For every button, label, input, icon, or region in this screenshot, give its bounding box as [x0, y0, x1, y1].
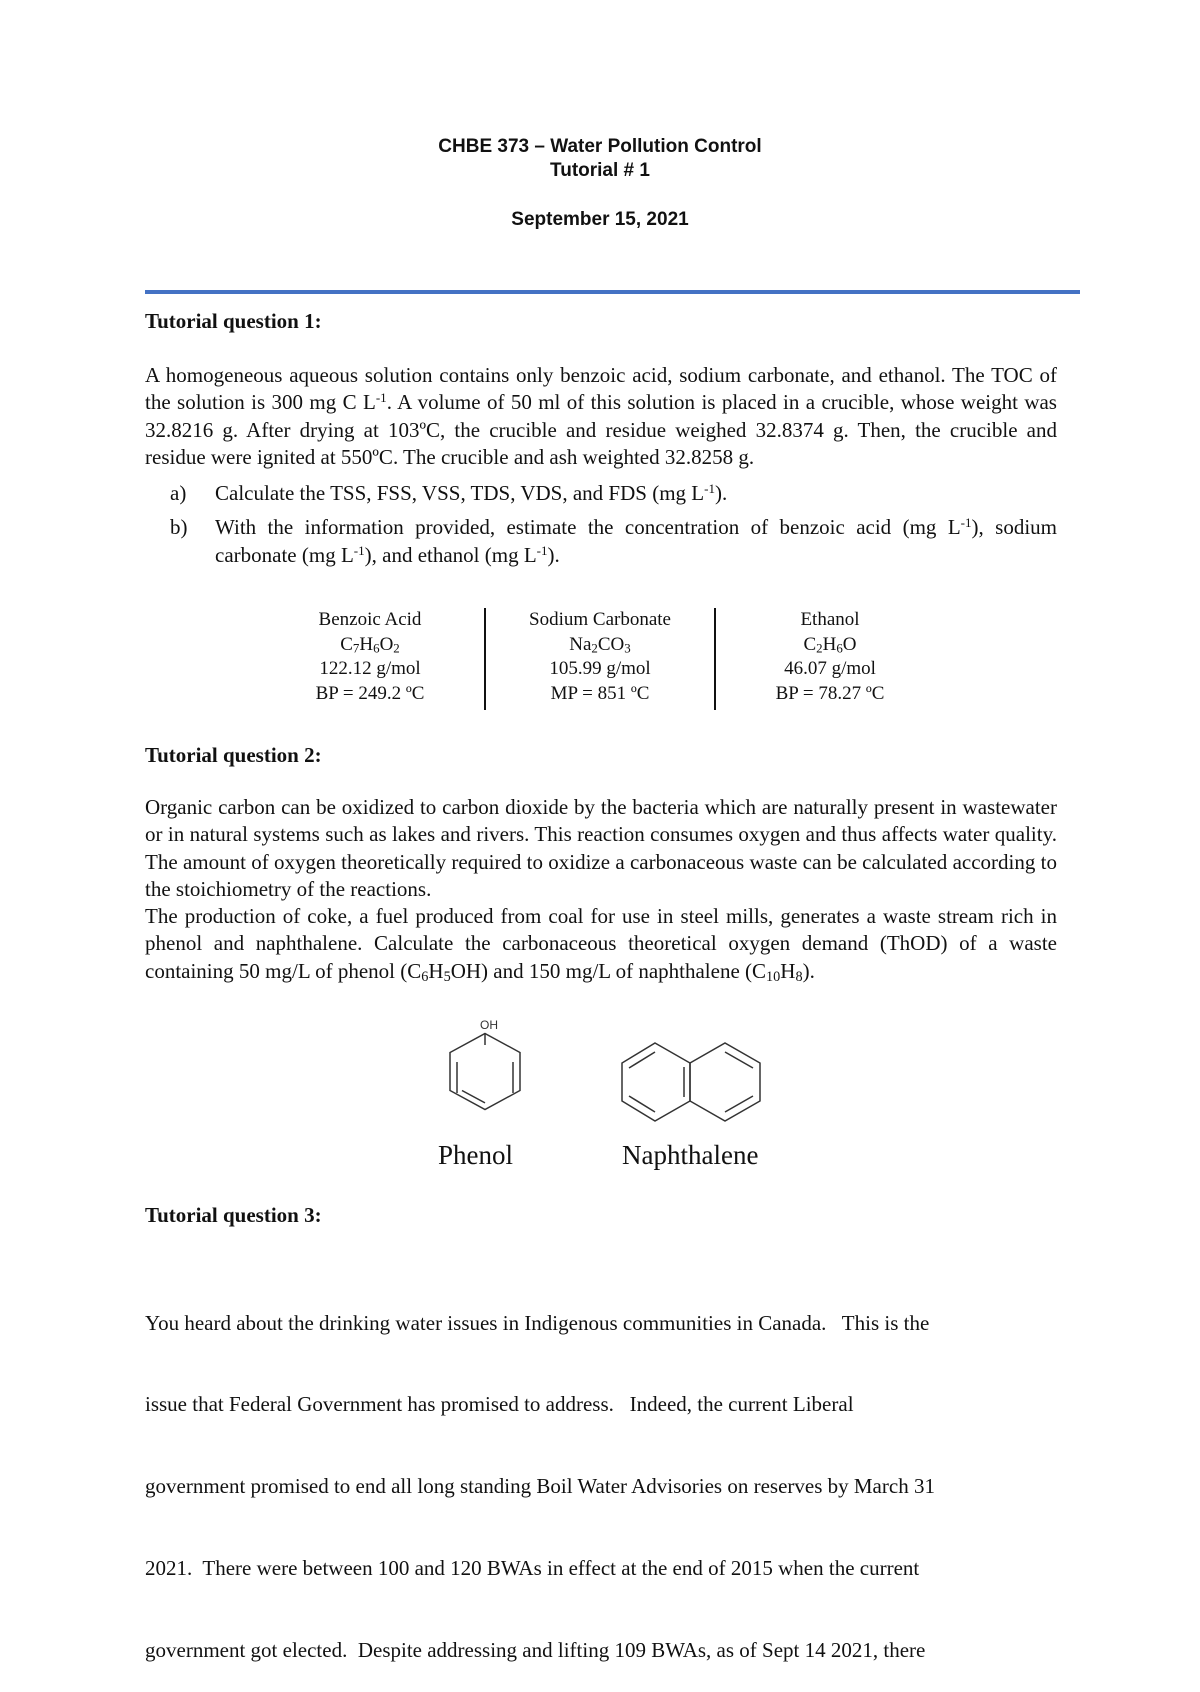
- compound-molar-mass: 122.12 g/mol: [319, 658, 421, 680]
- q2-paragraph-1: Organic carbon can be oxidized to carbon dioxide by the bacteria which are naturally present in wastewater or in natural systems such as lakes and rivers. This reaction consumes oxygen and thus affects water quality. The amount of oxygen theoretically required to oxidize a carbonaceous waste can be calculated according to the stoichiometry of the reactions.: [145, 795, 1057, 901]
- q2-paragraph-2: [145, 903, 1057, 985]
- compound-melting-point: MP = 851 ºC: [550, 683, 650, 705]
- compound-formula: [255, 633, 485, 658]
- phenol-label: Phenol: [438, 1140, 514, 1170]
- compound-col-ethanol: [715, 608, 945, 707]
- compound-boiling-point: BP = 249.2 ºC: [315, 683, 425, 705]
- q2-para2-sub1: 6: [421, 968, 429, 985]
- q3-title: Tutorial question 3:: [145, 1203, 322, 1227]
- q1-para-part1: A homogeneous aqueous solution contains only benzoic acid, sodium carbonate, and ethanol. The TOC of the solution is 300 mg C L: [145, 363, 1057, 415]
- q3-line: You heard about the drinking water issues in Indigenous communities in Canada. This is the: [145, 1310, 930, 1335]
- formula-subscript: 6: [373, 640, 380, 656]
- compound-formula: [715, 633, 945, 658]
- compound-molar-mass: 105.99 g/mol: [549, 658, 651, 680]
- q1-title: Tutorial question 1:: [145, 309, 322, 333]
- q2-para2-text3: OH) and 150 mg/L of naphthalene (C: [450, 958, 767, 983]
- q1-item-a-marker: a): [170, 481, 187, 505]
- q1-item-a: [170, 479, 1057, 507]
- phenol-structure: [435, 1015, 545, 1115]
- formula-text: Na: [569, 633, 592, 655]
- naphthalene-label: Naphthalene: [622, 1140, 759, 1170]
- q1-item-a-sup: -1: [704, 480, 715, 496]
- formula-text: O: [379, 633, 394, 655]
- formula-subscript: 6: [836, 640, 843, 656]
- q1-item-b-marker: b): [170, 515, 188, 539]
- formula-text: C: [340, 633, 353, 655]
- q2-title: Tutorial question 2:: [145, 743, 322, 767]
- q2-para2-text2: H: [428, 958, 444, 983]
- header-divider: [145, 290, 1080, 294]
- q1-item-a-text2: ).: [714, 481, 728, 505]
- compound-formula: [485, 633, 715, 658]
- q1-item-b-text4: ).: [547, 543, 560, 567]
- q1-item-b-text3: ), and ethanol (mg L: [364, 543, 537, 567]
- formula-text: O: [842, 633, 857, 655]
- q1-item-b-sup3: -1: [536, 542, 548, 558]
- q2-para2-sub3: 10: [766, 968, 781, 985]
- formula-text: H: [822, 633, 837, 655]
- tutorial-number: Tutorial # 1: [550, 160, 650, 181]
- q2-para2-text5: ).: [802, 958, 815, 983]
- compound-name: Sodium Carbonate: [529, 609, 671, 630]
- q1-item-b: [170, 513, 1057, 569]
- q3-line: government promised to end all long standing Boil Water Advisories on reserves by March 31: [145, 1474, 935, 1499]
- oh-label: OH: [480, 1018, 498, 1032]
- q2-para2-text1: The production of coke, a fuel produced from coal for use in steel mills, generates a waste stream rich in phenol and naphthalene. Calculate the carbonaceous theoretical oxygen demand (ThOD) of a waste containing 50 mg/L of phenol (C: [145, 904, 1057, 983]
- q1-item-b-sup1: -1: [960, 514, 972, 530]
- formula-subscript: 2: [393, 640, 400, 656]
- q1-item-a-text1: Calculate the TSS, FSS, VSS, TDS, VDS, and FDS (mg L: [215, 481, 705, 505]
- compound-name: Benzoic Acid: [318, 609, 422, 630]
- q1-item-b-sup2: -1: [353, 542, 365, 558]
- naphthalene-structure: [615, 1035, 775, 1125]
- q1-item-b-text1: With the information provided, estimate the concentration of benzoic acid (mg L: [215, 515, 961, 539]
- q3-paragraph: [145, 1255, 1057, 1692]
- compound-name: Ethanol: [800, 609, 860, 630]
- q3-line: government got elected. Despite addressing and lifting 109 BWAs, as of Sept 14 2021, there: [145, 1638, 926, 1663]
- course-title: CHBE 373 – Water Pollution Control: [438, 136, 762, 157]
- q1-para-part2: . A volume of 50 ml of this solution is placed in a crucible, whose weight was 32.8216 g. After drying at 103ºC, the crucible and residue weighed 32.8374 g. Then, the crucible and residue were ignited at 550ºC. The crucible and ash weighted 32.8258 g.: [145, 390, 1057, 469]
- formula-text: H: [359, 633, 374, 655]
- compound-col-sodium-carbonate: [485, 608, 715, 707]
- q1-paragraph: [145, 362, 1057, 471]
- q1-para-sup: -1: [375, 390, 387, 406]
- formula-subscript: 2: [816, 640, 823, 656]
- formula-text: C: [803, 633, 817, 655]
- compound-boiling-point: BP = 78.27 ºC: [775, 683, 885, 705]
- compound-col-benzoic: [255, 608, 485, 707]
- q3-line: 2021. There were between 100 and 120 BWAs in effect at the end of 2015 when the current: [145, 1556, 920, 1581]
- q2-para2-sub4: 8: [795, 968, 803, 985]
- tutorial-date: September 15, 2021: [511, 209, 689, 230]
- q2-para2-text4: H: [780, 958, 796, 983]
- formula-subscript: 3: [624, 640, 631, 656]
- formula-subscript: 2: [591, 640, 598, 656]
- compound-molar-mass: 46.07 g/mol: [784, 658, 876, 680]
- q3-line: issue that Federal Government has promised to address. Indeed, the current Liberal: [145, 1392, 854, 1417]
- formula-subscript: 7: [352, 640, 360, 656]
- q2-para2-sub2: 5: [443, 968, 451, 985]
- formula-text: CO: [597, 633, 625, 655]
- q1-item-b-text2: ), sodium carbonate (mg L: [215, 515, 1057, 567]
